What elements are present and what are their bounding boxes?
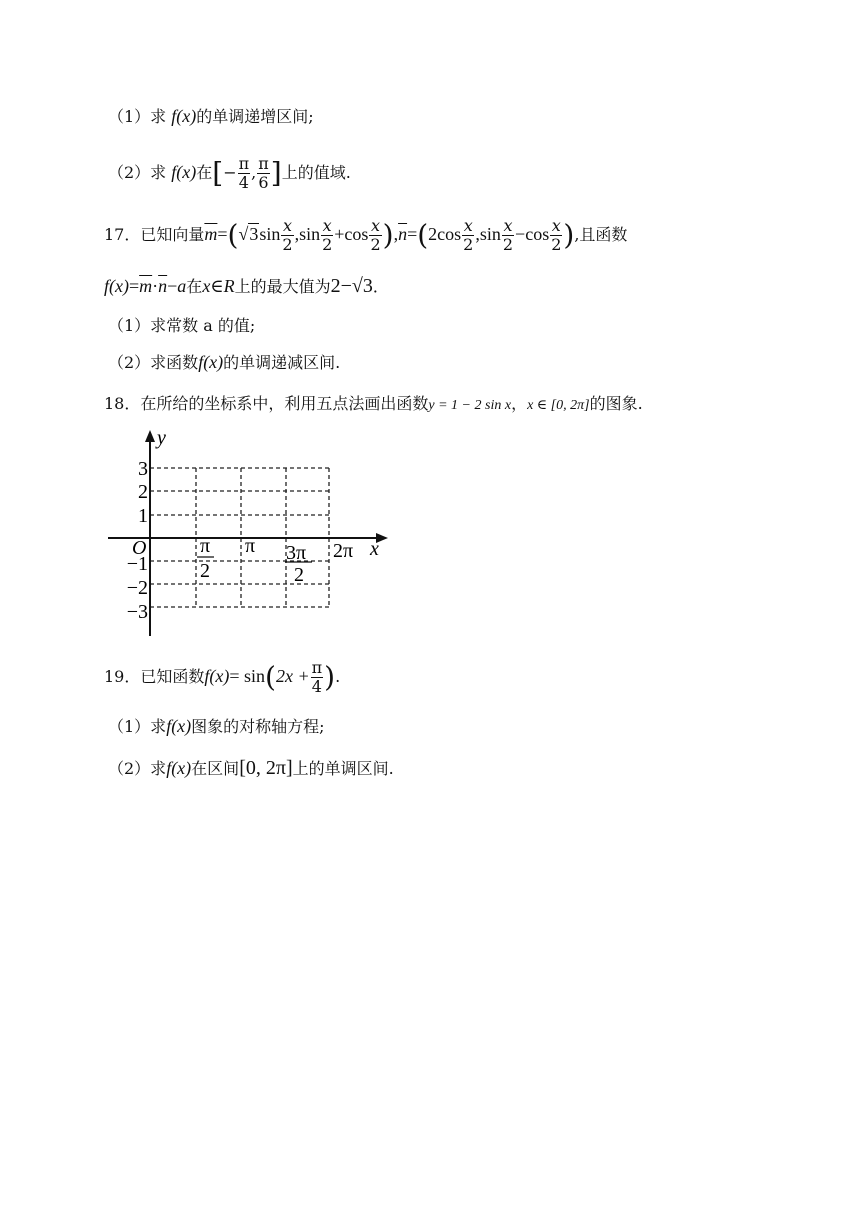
- x-tick-2pi: 2π: [333, 540, 354, 562]
- p16-interval-upper: $\frac{\pi}{6}$: [258, 154, 269, 192]
- x-tick-pi-half-den: 2: [200, 560, 210, 582]
- p19-q1: （1）求f(x)图象的对称轴方程;: [108, 716, 325, 736]
- m-vector: $\overline{m}$: [204, 224, 218, 244]
- y-tick: 1: [138, 505, 148, 527]
- p17-q1: （1）求常数 a 的值;: [108, 316, 256, 335]
- p16-q1: （1）求 f(x)的单调递增区间;: [108, 106, 314, 126]
- x-tick-3pi-half-den: 2: [294, 564, 304, 586]
- p16-q2-func: f(x): [171, 162, 197, 182]
- x-tick-pi-half-num: π: [200, 535, 211, 557]
- x-tick-pi: π: [245, 535, 256, 557]
- p17-q2: （2）求函数f(x)的单调递减区间.: [108, 352, 341, 372]
- p19-line: 19．已知函数f(x)= sin(2x + $\frac{\pi}{4}$ ).: [104, 658, 341, 696]
- p16-q1-func: f(x): [171, 106, 197, 126]
- y-tick: −3: [126, 601, 148, 623]
- p18-line: 18．在所给的坐标系中，利用五点法画出函数y = 1 − 2 sin x，x ∈ [0, 2π]的图象.: [104, 394, 643, 413]
- y-axis-label: y: [157, 427, 166, 449]
- x-tick-3pi-half-num: 3π: [286, 542, 307, 564]
- y-tick: 2: [138, 481, 148, 503]
- p19-q2: （2）求f(x)在区间[0, 2π]上的单调区间.: [108, 757, 394, 779]
- y-tick: 3: [138, 458, 148, 480]
- n-vector: $\overline{n}$: [398, 224, 408, 244]
- p16-q2: （2）求 f(x)在[− $\frac{\pi}{4}$ , $\frac{\pi}{6}$ ]上的值域.: [108, 154, 351, 192]
- y-tick: −2: [126, 577, 148, 599]
- coordinate-grid-figure: [104, 424, 404, 640]
- origin-label: O: [132, 537, 147, 559]
- y-axis-arrow: [145, 430, 155, 442]
- x-axis-label: x: [370, 538, 379, 560]
- p16-interval-lower: $\frac{\pi}{4}$: [238, 154, 250, 192]
- p17-line1: 17．已知向量$\overline{m}=(√3\sin$ $\frac{x}{2}$ ,sin $\frac{x}{2}$ +cos $\frac{x}{2}$ )$,\overline{n}=(2\cos$ $\frac{x}{2}$ ,sin $\frac{x}{2}$ −cos $\frac{x}{2}$ ),且函数: [104, 216, 628, 254]
- p17-line2: $f(x)=\overline{m}\cdot\overline{n}-a$在x∈R上的最大值为2−√3．: [104, 275, 389, 297]
- y-tick: −1: [126, 553, 148, 575]
